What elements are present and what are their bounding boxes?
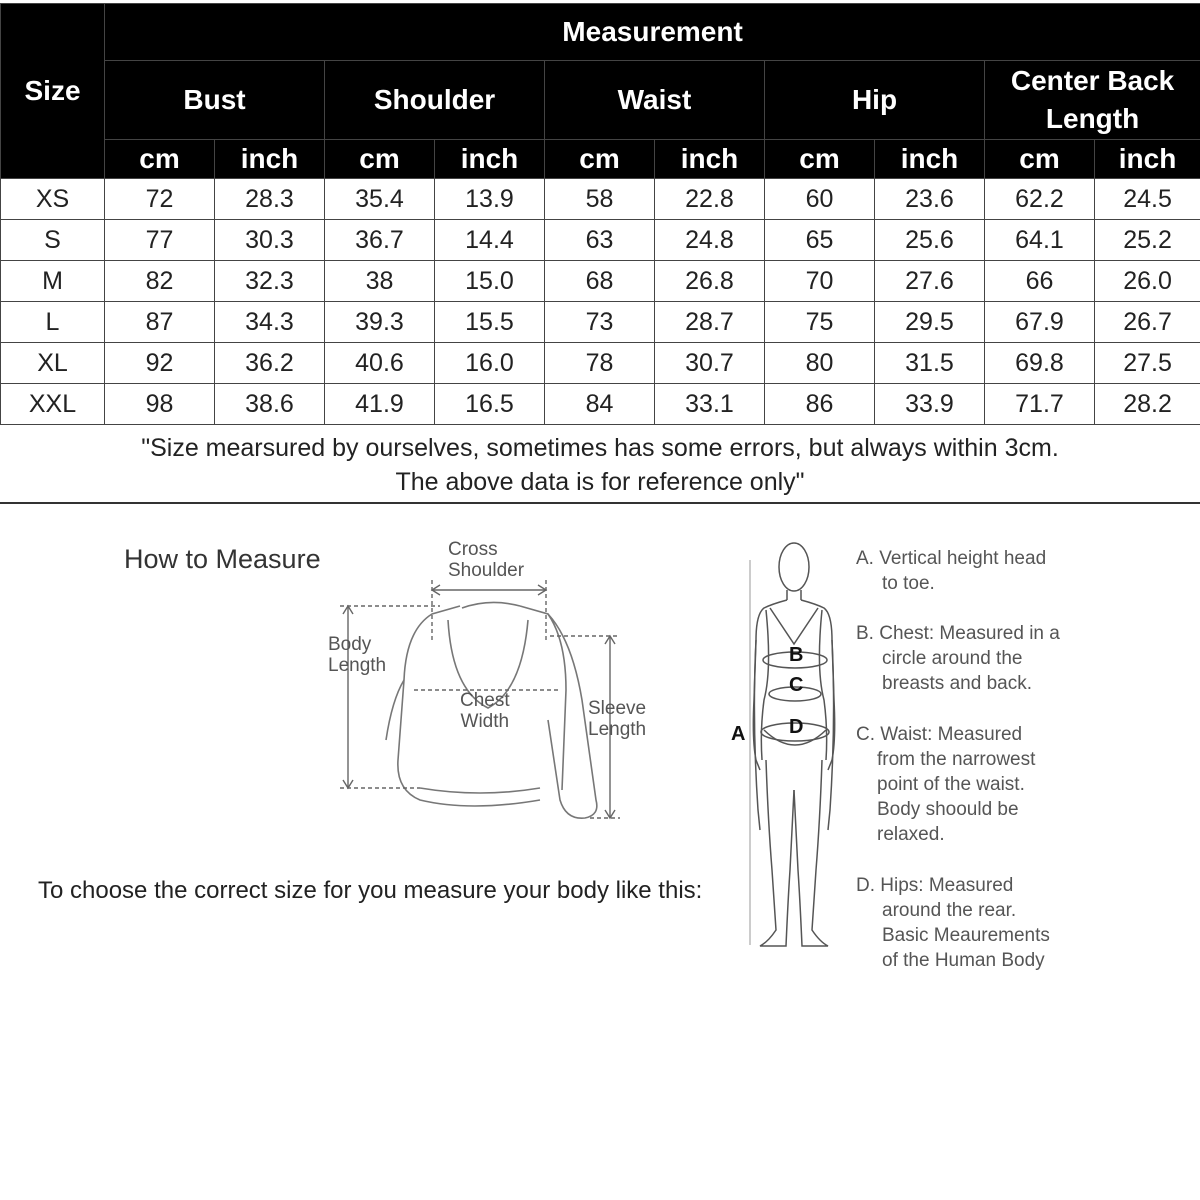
size-cell: L (1, 302, 105, 343)
unit-header: cm (985, 140, 1095, 179)
value-cell: 34.3 (215, 302, 325, 343)
value-cell: 22.8 (655, 179, 765, 220)
value-cell: 26.8 (655, 261, 765, 302)
value-cell: 82 (105, 261, 215, 302)
value-cell: 33.1 (655, 384, 765, 425)
value-cell: 16.0 (435, 343, 545, 384)
value-cell: 62.2 (985, 179, 1095, 220)
value-cell: 60 (765, 179, 875, 220)
value-cell: 64.1 (985, 220, 1095, 261)
value-cell: 73 (545, 302, 655, 343)
value-cell: 26.0 (1095, 261, 1200, 302)
value-cell: 72 (105, 179, 215, 220)
value-cell: 67.9 (985, 302, 1095, 343)
value-cell: 98 (105, 384, 215, 425)
point-c-label: C (789, 674, 804, 696)
value-cell: 14.4 (435, 220, 545, 261)
value-cell: 77 (105, 220, 215, 261)
value-cell: 32.3 (215, 261, 325, 302)
unit-header: inch (655, 140, 765, 179)
unit-header: inch (1095, 140, 1200, 179)
value-cell: 39.3 (325, 302, 435, 343)
choose-size-instruction: To choose the correct size for you measure your body like this: (38, 877, 703, 904)
value-cell: 65 (765, 220, 875, 261)
value-cell: 87 (105, 302, 215, 343)
bust-header: Bust (105, 61, 325, 140)
step-b: B. Chest: Measured in a circle around the breasts and back. (856, 623, 1060, 694)
step-d: D. Hips: Measured around the rear. Basic Meaurements of the Human Body (856, 875, 1050, 971)
value-cell: 78 (545, 343, 655, 384)
step-a: A. Vertical height head to toe. (856, 548, 1047, 594)
value-cell: 13.9 (435, 179, 545, 220)
unit-header: inch (435, 140, 545, 179)
value-cell: 27.5 (1095, 343, 1200, 384)
value-cell: 28.7 (655, 302, 765, 343)
value-cell: 27.6 (875, 261, 985, 302)
value-cell: 24.8 (655, 220, 765, 261)
unit-header: inch (215, 140, 325, 179)
value-cell: 70 (765, 261, 875, 302)
chest-width-label: Chest Width (460, 690, 510, 732)
value-cell: 63 (545, 220, 655, 261)
value-cell: 58 (545, 179, 655, 220)
value-cell: 33.9 (875, 384, 985, 425)
value-cell: 15.0 (435, 261, 545, 302)
shoulder-header: Shoulder (325, 61, 545, 140)
size-cell: XL (1, 343, 105, 384)
point-a-label: A (731, 723, 746, 745)
value-cell: 41.9 (325, 384, 435, 425)
body-length-label: Body Length (328, 634, 387, 676)
value-cell: 80 (765, 343, 875, 384)
value-cell: 36.7 (325, 220, 435, 261)
value-cell: 28.2 (1095, 384, 1200, 425)
value-cell: 38 (325, 261, 435, 302)
disclaimer-line: The above data is for reference only" (395, 468, 805, 496)
size-cell: S (1, 220, 105, 261)
value-cell: 31.5 (875, 343, 985, 384)
value-cell: 16.5 (435, 384, 545, 425)
unit-header: cm (545, 140, 655, 179)
value-cell: 40.6 (325, 343, 435, 384)
center-back-length-header: Center Back Length (985, 61, 1200, 140)
value-cell: 36.2 (215, 343, 325, 384)
body-figure (750, 543, 835, 946)
value-cell: 28.3 (215, 179, 325, 220)
value-cell: 25.6 (875, 220, 985, 261)
value-cell: 35.4 (325, 179, 435, 220)
value-cell: 29.5 (875, 302, 985, 343)
unit-header: cm (765, 140, 875, 179)
value-cell: 69.8 (985, 343, 1095, 384)
unit-header: cm (105, 140, 215, 179)
size-header: Size (1, 4, 105, 179)
size-cell: M (1, 261, 105, 302)
value-cell: 84 (545, 384, 655, 425)
value-cell: 25.2 (1095, 220, 1200, 261)
value-cell: 15.5 (435, 302, 545, 343)
value-cell: 24.5 (1095, 179, 1200, 220)
value-cell: 26.7 (1095, 302, 1200, 343)
value-cell: 75 (765, 302, 875, 343)
size-cell: XXL (1, 384, 105, 425)
value-cell: 71.7 (985, 384, 1095, 425)
unit-header: inch (875, 140, 985, 179)
value-cell: 30.7 (655, 343, 765, 384)
point-d-label: D (789, 716, 804, 738)
step-c: C. Waist: Measured from the narrowest point of the waist. Body shoould be relaxed. (856, 724, 1036, 845)
sleeve-length-label: Sleeve Length (588, 698, 647, 740)
value-cell: 92 (105, 343, 215, 384)
measurement-header: Measurement (105, 4, 1200, 61)
size-cell: XS (1, 179, 105, 220)
cross-shoulder-label: Cross Shoulder (448, 539, 525, 581)
hip-header: Hip (765, 61, 985, 140)
value-cell: 68 (545, 261, 655, 302)
point-b-label: B (789, 644, 804, 666)
value-cell: 66 (985, 261, 1095, 302)
value-cell: 30.3 (215, 220, 325, 261)
value-cell: 23.6 (875, 179, 985, 220)
disclaimer-line: "Size mearsured by ourselves, sometimes has some errors, but always within 3cm. (141, 434, 1059, 462)
value-cell: 38.6 (215, 384, 325, 425)
unit-header: cm (325, 140, 435, 179)
waist-header: Waist (545, 61, 765, 140)
how-to-measure-title: How to Measure (124, 544, 321, 574)
value-cell: 86 (765, 384, 875, 425)
